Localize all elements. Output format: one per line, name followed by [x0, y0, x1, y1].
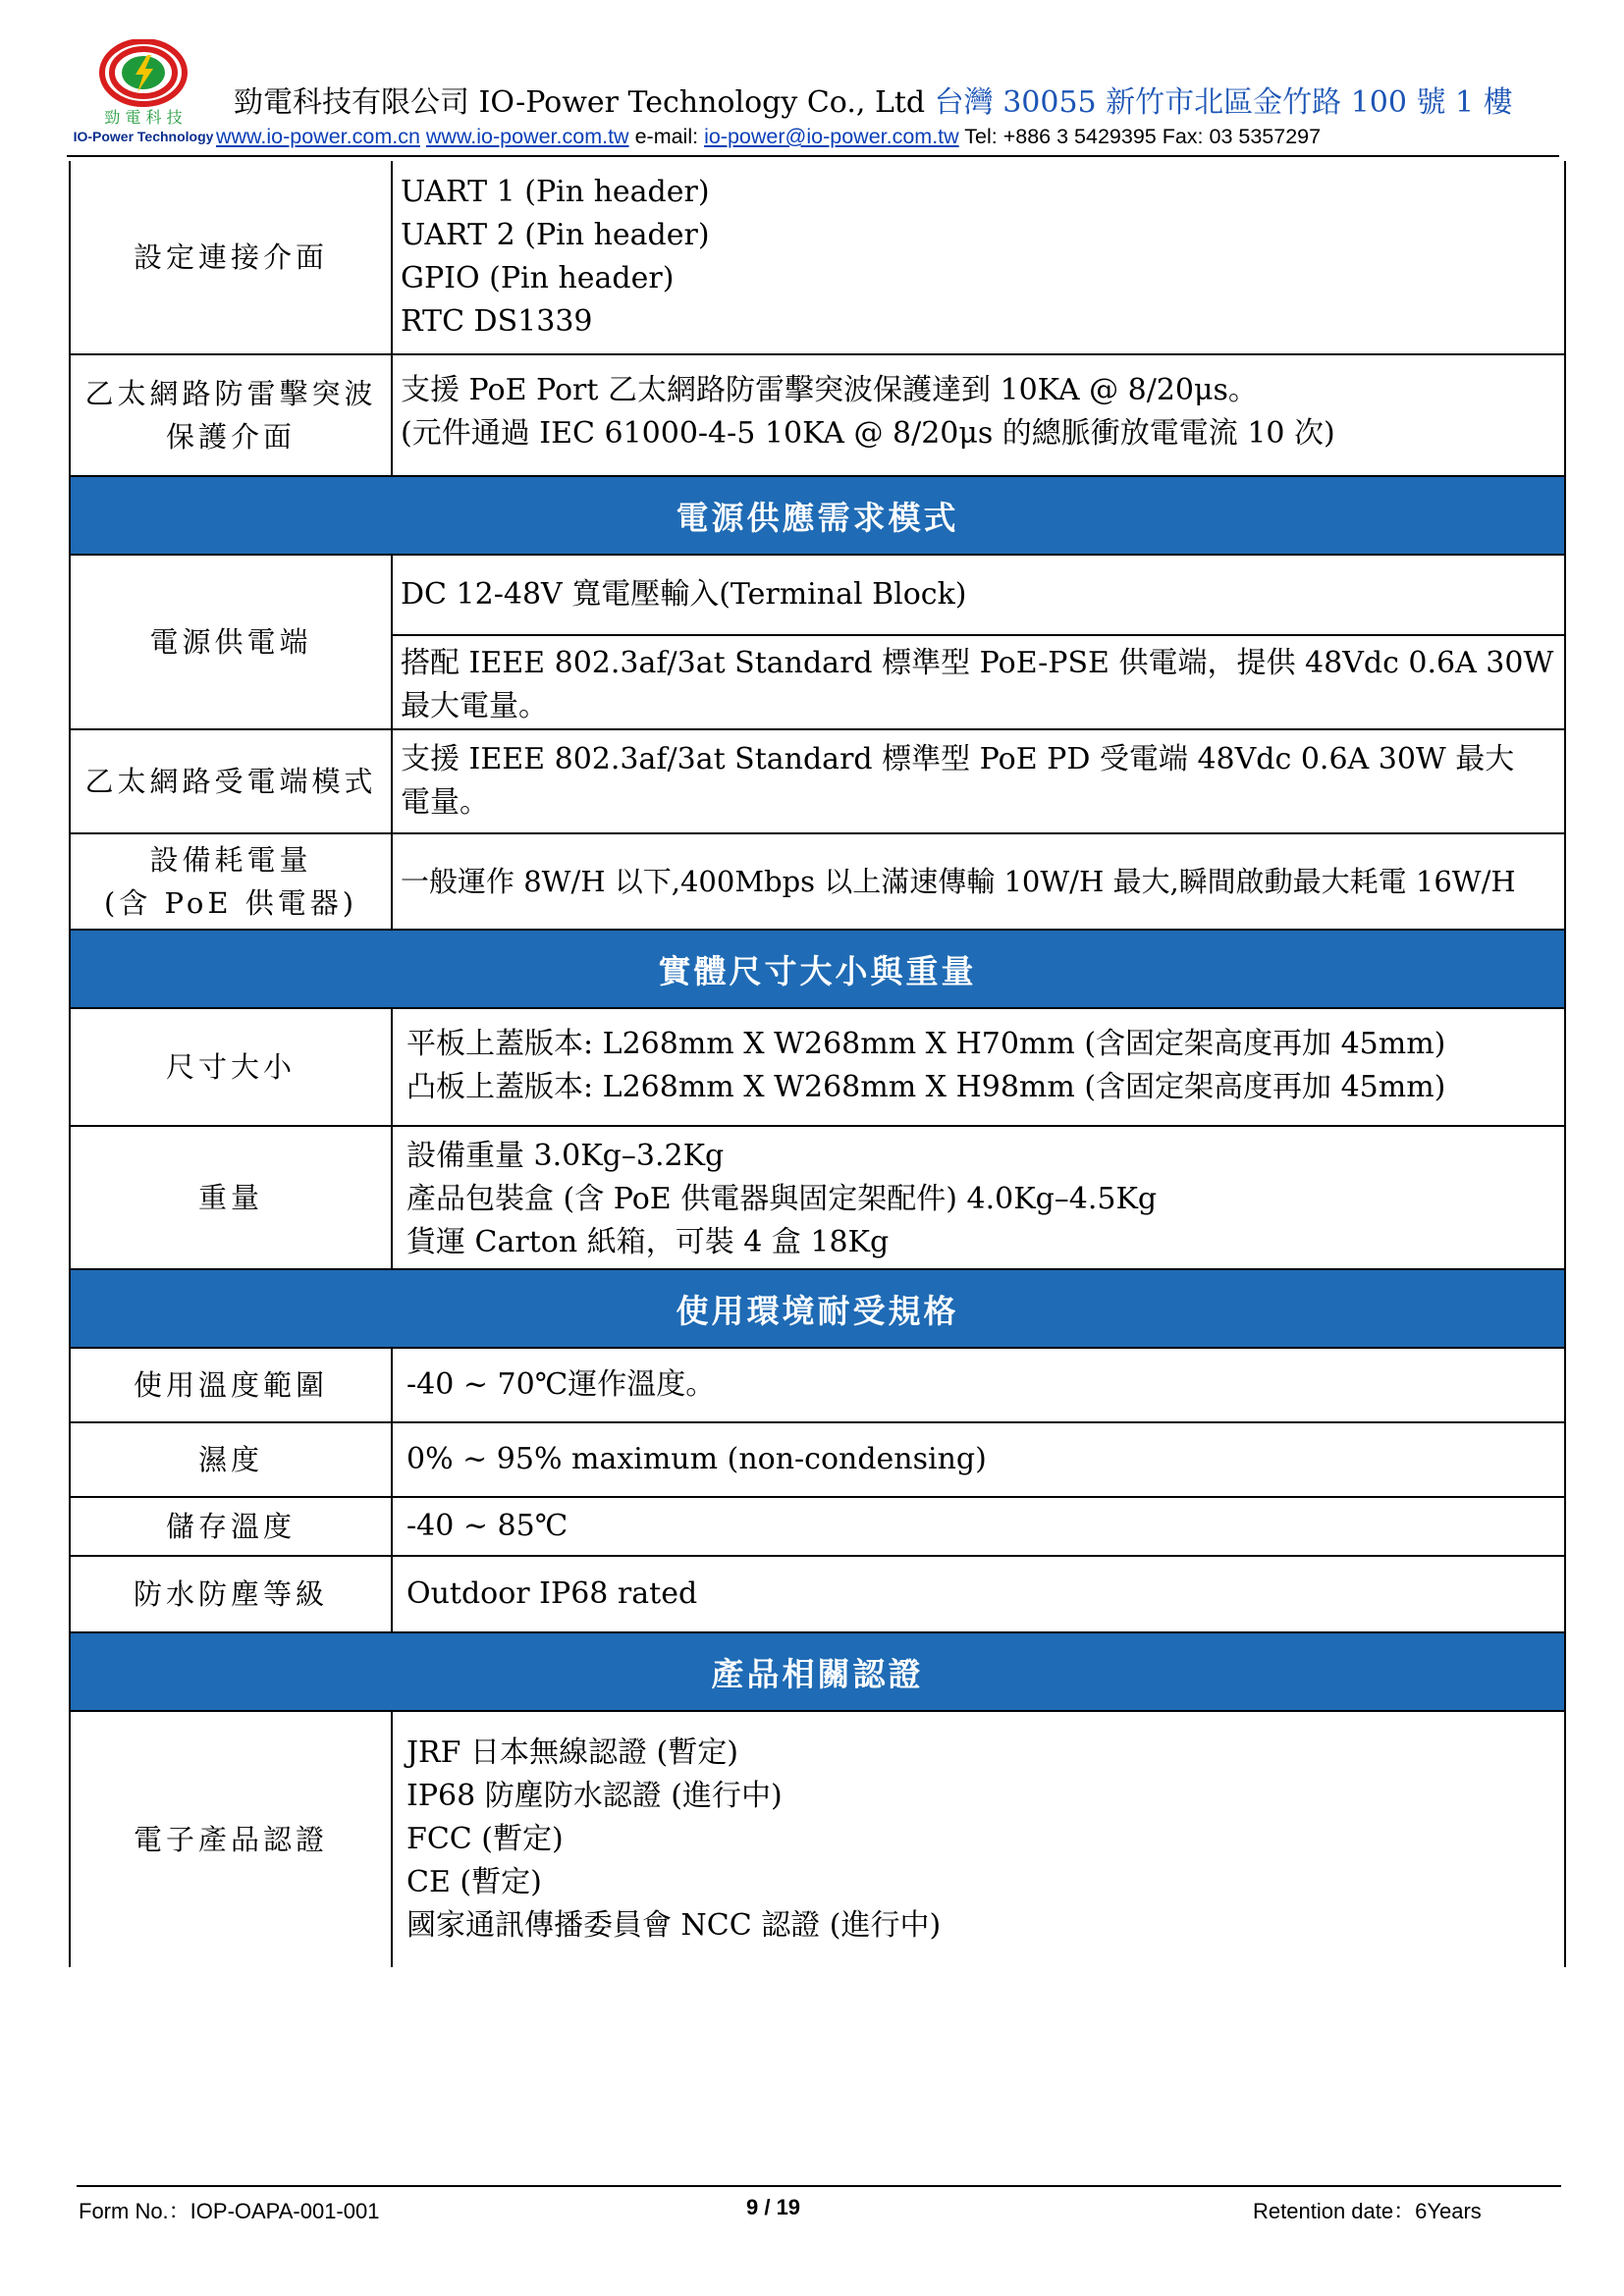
- value-line: 平板上蓋版本: L268mm X W268mm X H70mm (含固定架高度再加 45mm): [406, 1027, 1446, 1061]
- value-line: RTC DS1339: [401, 304, 593, 339]
- table-row: [69, 1557, 1566, 1633]
- value-line: 產品包裝盒 (含 PoE 供電器與固定架配件) 4.0Kg–4.5Kg: [406, 1182, 1158, 1216]
- value-line: 支援 IEEE 802.3af/3at Standard 標準型 PoE PD 受電端 48Vdc 0.6A 30W 最大: [401, 742, 1515, 776]
- section-header-size: 實體尺寸大小與重量: [69, 931, 1566, 1009]
- logo-graphic: [65, 39, 222, 145]
- row-value: [393, 834, 1564, 929]
- label-line: 保護介面: [165, 420, 296, 454]
- email-label: e-mail:: [634, 125, 699, 148]
- row-label: 濕度: [71, 1423, 393, 1496]
- website-tw-link[interactable]: www.io-power.com.tw: [425, 125, 629, 148]
- value-line: 凸板上蓋版本: L268mm X W268mm X H98mm (含固定架高度再加 45mm): [406, 1070, 1446, 1104]
- footer-divider: [77, 2185, 1561, 2187]
- label-line: (含 PoE 供電器): [103, 886, 358, 920]
- row-label: 電源供電端: [71, 556, 393, 728]
- value-line: CE (暫定): [406, 1865, 542, 1899]
- value-line: IP68 防塵防水認證 (進行中): [406, 1779, 783, 1813]
- section-header-certification: 產品相關認證: [69, 1633, 1566, 1712]
- row-label: 電子產品認證: [71, 1712, 393, 1967]
- table-row: [69, 1127, 1566, 1270]
- phone-fax: Tel: +886 3 5429395 Fax: 03 5357297: [964, 125, 1322, 148]
- company-info-line: [234, 78, 1513, 121]
- value-line: 一般運作 8W/H 以下,400Mbps 以上滿速傳輸 10W/H 最大,瞬間啟動最大耗電 16W/H: [401, 865, 1516, 898]
- table-row: [69, 1423, 1566, 1498]
- logo-text-en: IO-Power Technology: [73, 129, 214, 144]
- company-name: 勁電科技有限公司 IO-Power Technology Co., Ltd: [234, 85, 926, 120]
- spec-table: [69, 161, 1566, 1967]
- website-cn-link[interactable]: www.io-power.com.cn: [216, 125, 420, 148]
- row-value: [393, 730, 1564, 832]
- logo-text-cn: 勁 電 科 技: [104, 108, 183, 127]
- header-divider: [67, 155, 1559, 157]
- row-label: [71, 355, 393, 475]
- form-number: Form No.：IOP-OAPA-001-001: [79, 2199, 380, 2223]
- label-line: 設備耗電量: [149, 843, 312, 877]
- row-value: [393, 556, 1564, 728]
- row-value: [393, 1712, 1564, 1967]
- value-line: 設備重量 3.0Kg–3.2Kg: [406, 1139, 725, 1173]
- value-line: 國家通訊傳播委員會 NCC 認證 (進行中): [406, 1908, 942, 1943]
- row-value: [393, 1127, 1564, 1268]
- value-line: DC 12-48V 寬電壓輸入(Terminal Block): [401, 577, 967, 612]
- table-row: [69, 834, 1566, 931]
- page-number: 9 / 19: [746, 2195, 801, 2219]
- retention-date: Retention date：6Years: [1253, 2199, 1482, 2223]
- table-row: [69, 1009, 1566, 1127]
- row-label: 防水防塵等級: [71, 1557, 393, 1631]
- table-row: [69, 730, 1566, 834]
- row-label: 尺寸大小: [71, 1009, 393, 1125]
- value-line: 最大電量。: [401, 689, 548, 723]
- row-value: [393, 1423, 1564, 1496]
- table-row: [69, 161, 1566, 355]
- row-label: 設定連接介面: [71, 161, 393, 353]
- value-subcell: [393, 556, 1564, 636]
- row-value: [393, 1498, 1564, 1555]
- table-row: [69, 1712, 1566, 1967]
- row-value: [393, 1349, 1564, 1421]
- section-header-environment: 使用環境耐受規格: [69, 1270, 1566, 1349]
- row-label: 重量: [71, 1127, 393, 1268]
- value-line: (元件通過 IEC 61000-4-5 10KA @ 8/20μs 的總脈衝放電電流 10 次): [401, 416, 1335, 451]
- value-line: UART 2 (Pin header): [401, 218, 710, 252]
- value-line: 貨運 Carton 紙箱，可裝 4 盒 18Kg: [406, 1225, 890, 1259]
- row-label: 乙太網路受電端模式: [71, 730, 393, 832]
- value-line: JRF 日本無線認證 (暫定): [406, 1735, 738, 1770]
- value-line: 電量。: [401, 785, 489, 820]
- table-row: [69, 355, 1566, 477]
- table-row: [69, 1498, 1566, 1557]
- row-label: 使用溫度範圍: [71, 1349, 393, 1421]
- row-value: [393, 1557, 1564, 1631]
- row-value: [393, 355, 1564, 475]
- value-subcell: [393, 636, 1564, 728]
- row-value: [393, 1009, 1564, 1125]
- value-line: FCC (暫定): [406, 1822, 564, 1856]
- email-link[interactable]: io-power@io-power.com.tw: [704, 125, 959, 148]
- value-line: -40 ~ 85℃: [406, 1509, 568, 1543]
- row-label: 儲存溫度: [71, 1498, 393, 1555]
- table-row: [69, 1349, 1566, 1423]
- value-line: 搭配 IEEE 802.3af/3at Standard 標準型 PoE-PSE 供電端，提供 48Vdc 0.6A 30W: [401, 646, 1554, 680]
- table-row: [69, 556, 1566, 730]
- company-logo: [65, 39, 222, 145]
- company-address: 台灣 30055 新竹市北區金竹路 100 號 1 樓: [934, 85, 1513, 120]
- label-line: 乙太網路防雷擊突波: [84, 377, 377, 410]
- section-header-power: 電源供應需求模式: [69, 477, 1566, 556]
- value-line: UART 1 (Pin header): [401, 175, 710, 209]
- row-value: [393, 161, 1564, 353]
- value-line: Outdoor IP68 rated: [406, 1576, 698, 1611]
- contact-line: [216, 125, 1321, 149]
- value-line: GPIO (Pin header): [401, 261, 675, 295]
- row-label: [71, 834, 393, 929]
- value-line: 0% ~ 95% maximum (non-condensing): [406, 1442, 987, 1476]
- value-line: -40 ~ 70℃運作溫度。: [406, 1367, 716, 1402]
- value-line: 支援 PoE Port 乙太網路防雷擊突波保護達到 10KA @ 8/20μs。: [401, 373, 1258, 407]
